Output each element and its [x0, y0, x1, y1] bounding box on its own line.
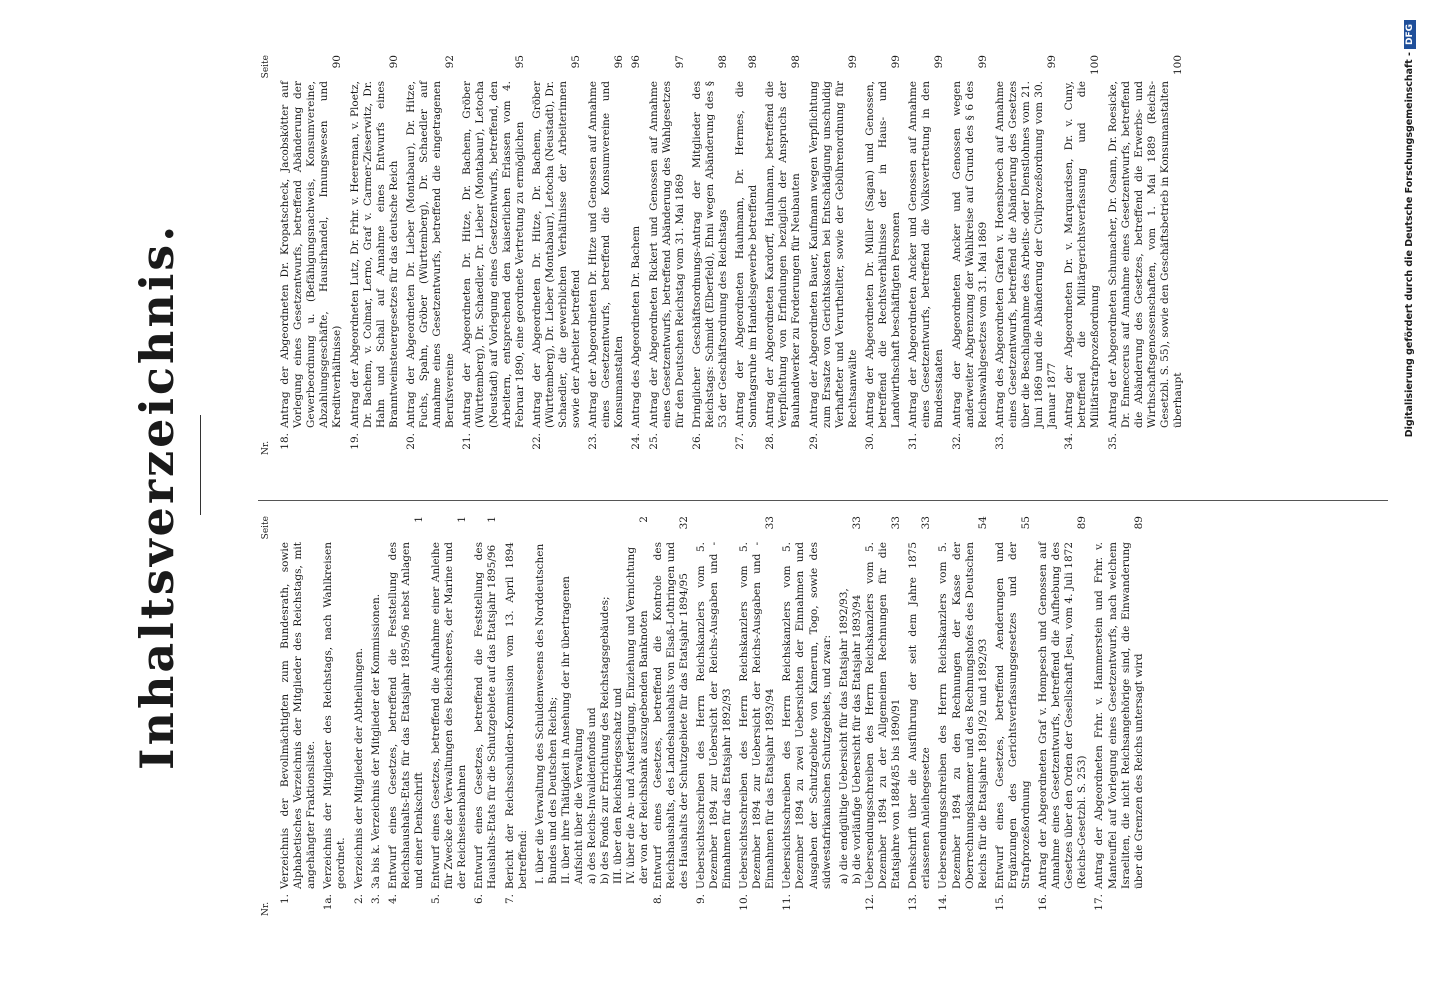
entry-text: Denkschrift über die Ausführung der seit dem Jahre 1875 erlassenen Anleihegesetze [907, 542, 933, 889]
entry-number: 4. [386, 894, 399, 905]
entry-text: Antrag der Abgeordneten Dr. v. Marquardsen, Dr. v. Cuny, betreffend die Militärgerichtsverfassung und die Militärstrafprozeßordnung [1063, 81, 1102, 428]
toc-entry [370, 516, 383, 916]
toc-entry [994, 55, 1059, 455]
entry-number: 33. [993, 433, 1006, 450]
entry-page: 99 [933, 55, 946, 69]
entry-text: Bericht der Reichsschulden-Kommission vom 13. April 1894 betreffend: [503, 542, 529, 889]
entry-number: 1a. [322, 894, 335, 911]
entry-page: 98 [717, 55, 729, 69]
toc-entry [764, 55, 803, 455]
toc-entry [473, 516, 499, 916]
entry-number: 23. [587, 433, 600, 450]
entry-text: Uebersichtsschreiben des Herrn Reichskanzlers vom 5. Dezember 1894 zu zwei Uebersichten der Einnahmen und Ausgaben der Schutzgebiete von Kamerun, Togo, sowie des südwestafrikanischen Schutzgebiets, und zwar: [781, 542, 833, 889]
entry-text: Antrag der Abgeordneten Hauhmann, Dr. Hermes, die Sonntagsruhe im Handelsgewerbe betreffend [734, 81, 760, 428]
entry-number: 35. [1106, 433, 1119, 450]
entry-page: 95 [513, 55, 526, 69]
toc-subentry [612, 516, 625, 894]
toc-entry [531, 55, 583, 455]
entry-text: Antrag der Abgeordneten Dr. Hitze, Dr. Bachem, Gröber (Württemberg), Dr. Lieber (Montabaur), Letocha (Neustadt), Dr. Schaedler, die gewerblichen Verhältnisse der Arbeiterinnen sowie der Arbeiter betreffend [530, 81, 583, 428]
subentry-page: 2 [638, 516, 651, 523]
entry-text: Antrag der Abgeordneten Lutz, Dr. Frhr. v. Heereman, v. Ploetz, Dr. Bachem, v. Colmar, Lerno, Graf v. Carmer-Zieserwitz, Dr. Hahn und Schall auf Annahme eines Entwurfs eines Branntweinsteuergesetzes für das deutsche Reich [348, 81, 400, 428]
entry-page: 99 [890, 55, 903, 69]
entry-text: Antrag der Abgeordneten Kardorff, Hauhmann, betreffend die Verpflichtung von Erfindungen bezüglich der Anspruchs der Bauhandwerker zu Forderungen für Neubauten [764, 81, 803, 428]
entry-number: 24. [630, 433, 643, 450]
entry-number: 5. [430, 894, 443, 905]
entry-page: 32 [677, 516, 690, 530]
entry-number: 28. [764, 433, 777, 450]
toc-entry [461, 55, 526, 455]
entry-page: 90 [331, 55, 344, 69]
entry-number: 29. [807, 433, 820, 450]
entry-group [279, 55, 1185, 455]
column-divider [258, 500, 1388, 501]
entry-page: 89 [1076, 516, 1089, 530]
entry-group [279, 516, 530, 916]
entry-number: 10. [738, 894, 751, 911]
subentry-text: IV. über die An- und Ausfertigung, Einziehung und Vernichtung der von der Reichsbank auszugebenden Banknoten [625, 546, 651, 884]
entry-number: 15. [993, 894, 1006, 911]
entry-text: Uebersichtsschreiben des Herrn Reichskanzlers vom 5. Dezember 1894 zur Uebersicht der Reichs-Ausgaben und -Einnahmen für das Etatsjahr 1892/93 [694, 542, 733, 889]
entry-text: Antrag der Abgeordneten Ancker und Genossen auf Annahme eines Gesetzentwurfs, betreffend die Volksvertretung in den Bundesstaaten [907, 81, 946, 428]
toc-entry [630, 55, 643, 455]
entry-page: 97 [673, 55, 686, 69]
entry-text: Entwurf eines Gesetzes, betreffend Aenderungen und Ergänzungen des Gerichtsverfassungsgesetzes und der Strafprozeßordnung [993, 542, 1032, 889]
entry-page: 100 [1172, 55, 1184, 76]
entry-number: 30. [863, 433, 876, 450]
entry-number: 20. [404, 433, 417, 450]
toc-entry [587, 55, 626, 455]
entry-page: 33 [890, 516, 903, 530]
entry-text: Entwurf eines Gesetzes, betreffend die Feststellung des Haushalts-Etats für die Schutzgebiete auf das Etatsjahr 1895/96 [473, 542, 499, 889]
toc-subentry [599, 516, 612, 894]
toc-entry [1037, 516, 1089, 916]
entry-number: 27. [734, 433, 747, 450]
entry-number: 1. [279, 894, 292, 905]
toc-entry [738, 516, 777, 916]
credit-text: Digitalisierung gefördert durch die Deutsche Forschungsgemeinschaft - [1404, 52, 1415, 438]
toc-entry [808, 55, 860, 455]
entry-page: 90 [387, 55, 400, 69]
entry-number: 14. [937, 894, 950, 911]
entry-number: 32. [950, 433, 963, 450]
entry-number: 34. [1063, 433, 1076, 450]
toc-entry [430, 516, 469, 916]
entry-page: 33 [920, 516, 933, 530]
entry-text: Antrag der Abgeordneten Dr. Hitze, Dr. Bachem, Gröber (Württemberg), Dr. Schaedler, Dr. Lieber (Montabaur), Letocha (Neustadt) auf Vorlegung eines Gesetzentwurfs, betreffend, den Arbeitern, entsprechend den kaiserlichen Erlassen vom 4. Februar 1890, eine geordnete Vertretung zu ermöglichen [461, 81, 526, 428]
entry-page: 98 [747, 55, 760, 69]
entry-text: Antrag der Abgeordneten Rickert und Genossen auf Annahme eines Gesetzentwurfs, betreffend Abänderung des Wahlgesetzes für den Deutschen Reichstag vom 31. Mai 1869 [647, 81, 686, 428]
subentry-text: b) des Fonds zur Errichtung des Reichstagsgebäudes; [599, 596, 612, 884]
toc-subentry [851, 516, 864, 894]
entry-text: Antrag der Abgeordneten Frhr. v. Hammerstein und Frhr. v. Manteuffel auf Vorlegung eines Gesetzentwurfs, nach welchem Israeliten, die nicht Reichsangehörige sind, die Einwanderung über die Grenzen des Reichs untersagt wird [1093, 542, 1145, 889]
entry-text: Antrag der Abgeordneten Bauer, Kaufmann wegen Verpflichtung zum Ersatze von Gerichtskosten bei Entschädigung unschuldig Verhafteter und Verurtheilter, sowie der Gebührenordnung für Rechtsanwälte [807, 81, 859, 428]
toc-entry [781, 516, 833, 916]
entry-subgroup [838, 516, 864, 916]
title-rule [200, 415, 201, 515]
entry-text: Uebersichtsschreiben des Herrn Reichskanzlers vom 5. Dezember 1894 zur Uebersicht der Reichs-Ausgaben und -Einnahmen für das Etatsjahr 1893/94 [738, 542, 777, 889]
subentry-text: a) die endgültige Uebersicht für das Etatsjahr 1892/93, [837, 588, 850, 884]
entry-page: 99 [1046, 55, 1059, 69]
toc-column-right [260, 55, 1189, 455]
entry-number: 31. [907, 433, 920, 450]
toc-entry [734, 55, 760, 455]
entry-page: 96 [613, 55, 626, 69]
toc-subentry [586, 516, 599, 894]
entry-page: 92 [444, 55, 457, 69]
entry-number: 8. [651, 894, 664, 905]
nr-header: Nr. [261, 901, 271, 916]
seite-header: Seite [261, 55, 271, 79]
entry-number: 16. [1037, 894, 1050, 911]
entry-page: 55 [1019, 516, 1032, 530]
entry-number: 7. [503, 894, 516, 905]
entry-text: Uebersendungsschreiben des Herrn Reichskanzlers vom 5. Dezember 1894 zu der Allgemeinen Rechnungen für die Etatsjahre von 1884/85 bis 1890/91 [863, 542, 903, 889]
toc-entry [1063, 55, 1102, 455]
toc-entry [1107, 55, 1186, 455]
entry-page: 98 [790, 55, 803, 69]
entry-page: 99 [976, 55, 989, 69]
entry-text: Dringlicher Geschäftsordnungs-Antrag der Mitglieder des Reichstags: Schmidt (Elberfeld), Ehni wegen Abänderung des § 53 der Geschäftsordnung des Reichstags [690, 81, 729, 428]
entry-page: 95 [570, 55, 583, 69]
entry-text: 3a bis k. Verzeichnis der Mitglieder der Kommissionen. [369, 593, 382, 889]
entry-text: Entwurf eines Gesetzes, betreffend die Aufnahme einer Anleihe für Zwecke der Verwaltungen des Reichsheeres, der Marine und der Reichseisenbahnen [430, 542, 469, 889]
toc-entry [994, 516, 1033, 916]
entry-text: Verzeichnis der Mitglieder der Abtheilungen. [352, 647, 365, 889]
entry-text: Antrag der Abgeordneten Ancker und Genossen wegen anderweiter Abgrenzung der Wahlkreise auf Grund des § 6 des Reichswahlgesetzes vom 31. Mai 1869 [950, 81, 989, 428]
dfg-logo: DFG [1404, 20, 1416, 49]
toc-entry [937, 516, 989, 916]
toc-entry [279, 516, 318, 916]
toc-column-left [260, 516, 1150, 916]
toc-entry [648, 55, 687, 455]
entry-number: 6. [473, 894, 486, 905]
toc-entry [322, 516, 348, 916]
subentry-text: a) des Reichs-Invalidenfonds und [586, 707, 599, 884]
entry-number: 2. [352, 894, 365, 905]
entry-number: 17. [1093, 894, 1106, 911]
entry-page: 54 [976, 516, 989, 530]
entry-text: Verzeichnis der Mitglieder des Reichstags, nach Wahlkreisen geordnet. [322, 542, 348, 889]
entry-page: 33 [764, 516, 777, 530]
entry-text: Entwurf eines Gesetzes, betreffend die Feststellung des Reichshaushalts-Etats für das Etatsjahr 1895/96 nebst Anlagen und einer Denkschrift [386, 542, 425, 889]
entry-text: Antrag der Abgeordneten Dr. Hitze und Genossen auf Annahme eines Gesetzentwurfs, betreffend die Konsumvereine und Konsumanstalten [587, 81, 626, 428]
entry-group [864, 516, 1146, 916]
subentry-text: b) die vorläufige Uebersicht für das Etatsjahr 1893/94 [850, 594, 863, 884]
toc-entry [279, 55, 344, 455]
toc-entry [907, 55, 946, 455]
toc-entry [349, 55, 401, 455]
entry-page: 100 [1089, 55, 1102, 76]
entry-number: 13. [907, 894, 920, 911]
entry-number: 9. [694, 894, 707, 905]
entry-number: 18. [279, 433, 292, 450]
entry-text: Antrag der Abgeordneten Dr. Lieber (Montabaur), Dr. Hitze, Fuchs, Spahn, Gröber (Württemberg), Dr. Schaedler auf Annahme eines Gesetzentwurfs, betreffend die eingetragenen Berufsvereine [404, 81, 457, 428]
toc-entry [691, 55, 730, 455]
toc-entry [652, 516, 691, 916]
subentry-text: III. über den Reichskriegsschatz und [612, 687, 625, 884]
entry-page: 99 [846, 55, 859, 69]
toc-entry [864, 516, 903, 916]
column-header [260, 55, 273, 455]
entry-text: Antrag des Abgeordneten Grafen v. Hoensbroech auf Annahme eines Gesetzentwurfs, betreffend die Abänderung des Gesetzes über die Beschlagnahme des Arbeits- oder Dienstlohnes vom 21. Juni 1869 und die Abänderung der Civilprozeßordnung vom 30. Januar 1877 [993, 81, 1059, 428]
entry-page: 96 [630, 55, 643, 69]
toc-entry [695, 516, 734, 916]
page-title: Inhaltsverzeichnis. [130, 222, 184, 770]
toc-subentry [560, 516, 586, 894]
toc-subentry [625, 516, 651, 894]
entry-text: Antrag des Abgeordneten Dr. Bachem [630, 225, 643, 428]
entry-number: 26. [690, 433, 703, 450]
entry-number: 21. [461, 433, 474, 450]
entry-subgroup [534, 516, 652, 916]
entry-text: Antrag der Abgeordneten Dr. Müller (Sagan) und Genossen, betreffend die Rechtsverhältnisse der in Haus- und Landwirthschaft beschäftigten Personen [863, 81, 903, 428]
entry-number: 11. [781, 894, 794, 911]
entry-page: 1 [486, 516, 499, 523]
entry-text: Uebersendungsschreiben des Herrn Reichskanzlers vom 5. Dezember 1894 zu den Rechnungen der Kasse der Oberrechnungskammer und des Rechnungshofes des Deutschen Reichs für die Etatsjahre 1891/92 und 1892/93 [937, 542, 989, 889]
toc-subentry [838, 516, 851, 894]
toc-entry [1093, 516, 1145, 916]
entry-number: 19. [348, 433, 361, 450]
toc-subentry [534, 516, 560, 894]
entry-text: Entwurf eines Gesetzes, betreffend die Kontrole des Reichshaushalts, des Landeshaushalts von Elsaß-Lothringen und des Haushalts der Schutzgebiete für das Etatsjahr 1894/95 [651, 542, 690, 889]
entry-page: 89 [1132, 516, 1145, 530]
digitization-credit [1404, 20, 1416, 440]
toc-entry [353, 516, 366, 916]
toc-entry [504, 516, 530, 916]
entry-text: Antrag der Abgeordneten Graf v. Hompesch und Genossen auf Annahme eines Gesetzentwurfs, betreffend die Aufhebung des Gesetzes über den Orden der Gesellschaft Jesu, vom 4. Juli 1872 (Reichs-Gesetzbl. S. 253) [1037, 542, 1089, 889]
entry-number: 3. [369, 894, 382, 905]
entry-text: Verzeichnis der Bevollmächtigten zum Bundesrath, sowie Alphabetisches Verzeichnis der Mitglieder des Reichstags, mit angehängter Fraktionsliste. [279, 542, 318, 889]
toc-entry [907, 516, 933, 916]
subentry-text: II. über ihre Thätigkeit in Ansehung der ihr übertragenen Aufsicht über die Verwaltung [559, 576, 585, 884]
toc-entry [951, 55, 990, 455]
entry-text: Antrag der Abgeordneten Schumacher, Dr. Osann, Dr. Roesicke, Dr. Enneccerus auf Annahme eines Gesetzentwurfs, betreffend die Abänderung des Gesetzes, betreffend die Erwerbs- und Wirthschaftsgenossenschaften, vom 1. Mai 1889 (Reichs-Gesetzbl. S. 55), sowie den Geschäftsbetrieb in Konsumanstalten überhaupt [1106, 81, 1184, 428]
entry-page: 1 [456, 516, 469, 523]
entry-group [652, 516, 834, 916]
entry-number: 25. [647, 433, 660, 450]
toc-entry [864, 55, 903, 455]
entry-text: Antrag der Abgeordneten Dr. Kropatscheck, Jacobskötter auf Vorlegung eines Gesetzentwurfs, betreffend Abänderung der Gewerbeordnung u. (Befähigungsnachweis, Konsumvereine, Abzahlungsgeschäfte, Hausirhandel, Innungswesen und Kreditverhältnisse) [279, 81, 344, 428]
subentry-page: 33 [850, 516, 863, 530]
column-header [260, 516, 273, 916]
subentry-text: I. über die Verwaltung des Schuldenwesens des Norddeutschen Bundes und des Deutschen Reichs; [533, 543, 559, 884]
seite-header: Seite [261, 516, 271, 540]
nr-header: Nr. [261, 440, 271, 455]
entry-number: 22. [530, 433, 543, 450]
toc-entry [387, 516, 426, 916]
entry-page: 1 [412, 516, 425, 523]
entry-number: 12. [863, 894, 876, 911]
toc-entry [405, 55, 457, 455]
